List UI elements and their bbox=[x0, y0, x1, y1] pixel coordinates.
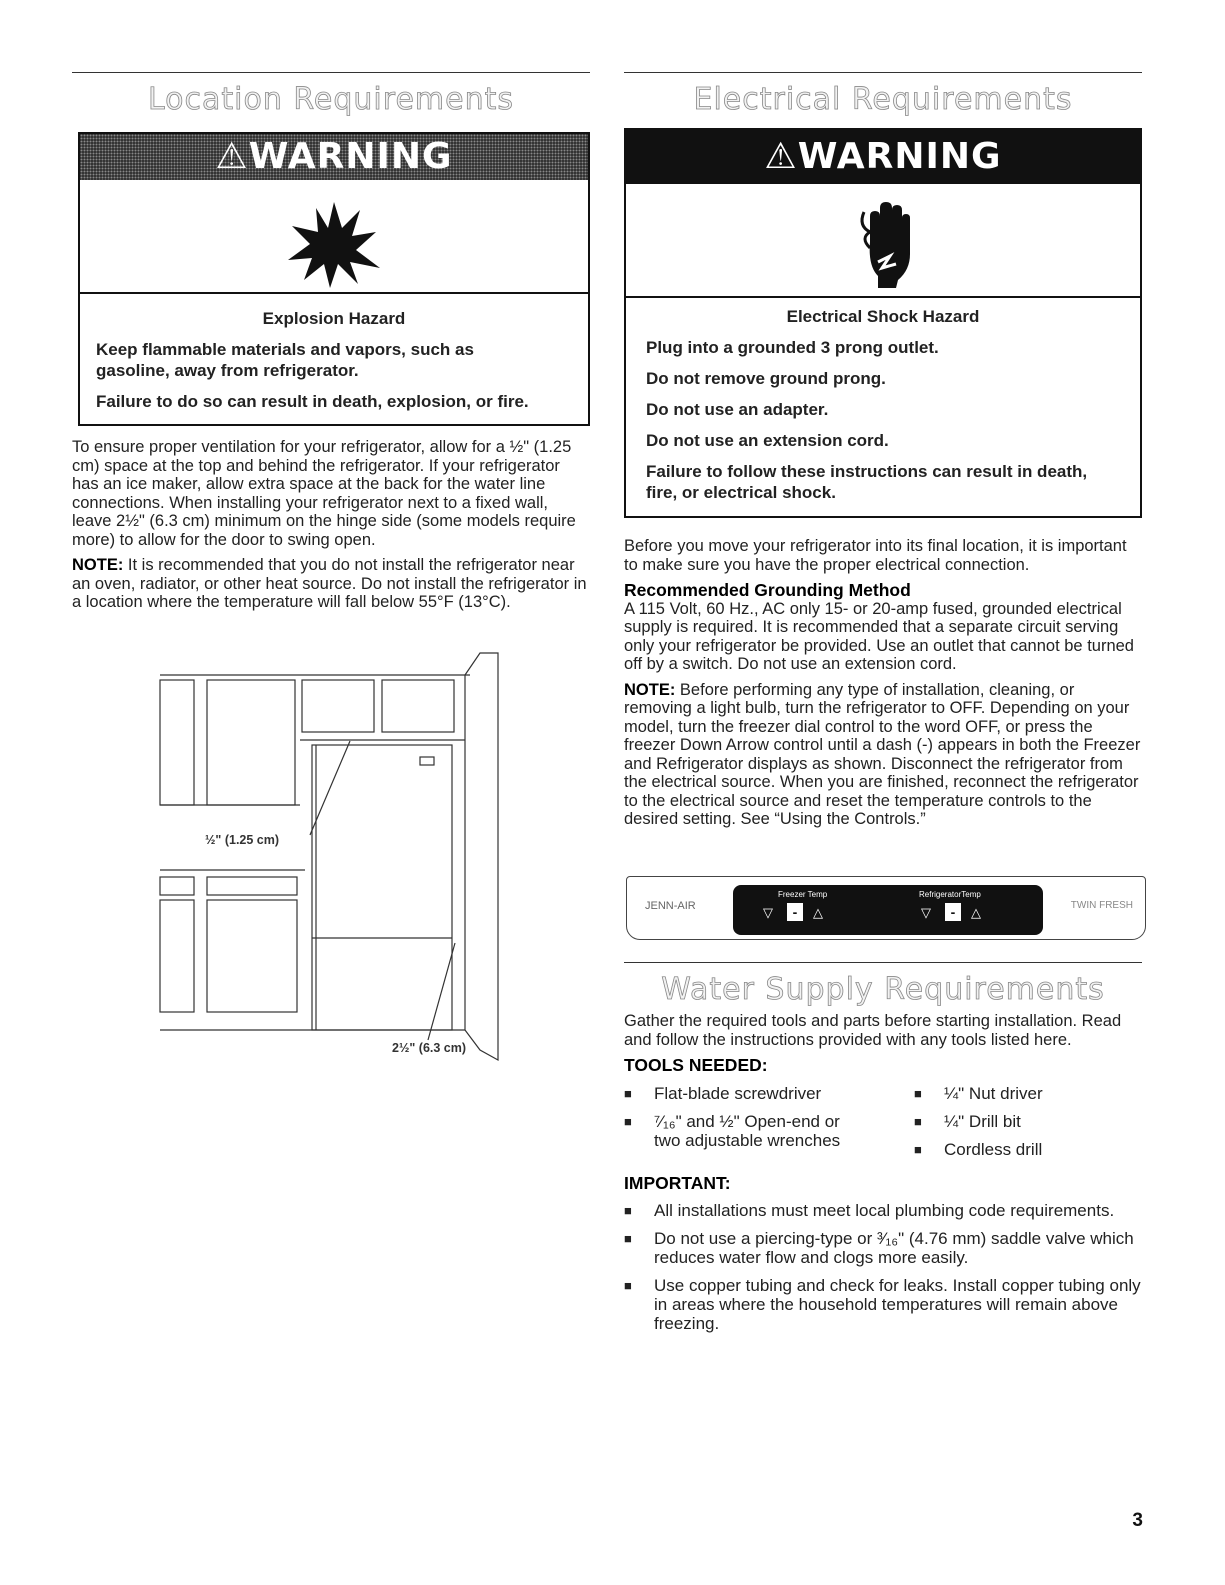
tools-head: TOOLS NEEDED: bbox=[624, 1055, 768, 1075]
tools-left bbox=[624, 1084, 914, 1168]
panel-display bbox=[733, 885, 1043, 935]
clearance-diagram bbox=[150, 645, 510, 1075]
explosion-warning-box bbox=[78, 132, 590, 426]
warning-line: Failure to do so can result in death, explosion, or fire. bbox=[96, 392, 529, 411]
explosion-warning-text bbox=[80, 294, 588, 430]
list-item: ■ Use copper tubing and check for leaks. Install copper tubing only in areas where the household temperatures will remain above freezing. bbox=[624, 1276, 1144, 1333]
page-number: 3 bbox=[1132, 1510, 1143, 1531]
fridge-display: - bbox=[945, 903, 961, 921]
panel-brand: JENN-AIR bbox=[645, 900, 696, 912]
warning-line: Do not remove ground prong. bbox=[646, 369, 886, 388]
panel-brand-right: TWIN FRESH bbox=[1070, 900, 1133, 911]
hazard-title: Explosion Hazard bbox=[262, 309, 406, 328]
freezer-temp-label: Freezer Temp bbox=[778, 890, 828, 899]
note-label: NOTE: bbox=[72, 556, 124, 574]
control-panel bbox=[626, 876, 1146, 940]
water-title: Water Supply Requirements bbox=[661, 972, 1105, 1007]
list-item: ■ All installations must meet local plumbing code requirements. bbox=[624, 1201, 1144, 1220]
warning-header: ⚠WARNING bbox=[80, 134, 588, 180]
tools-right bbox=[914, 1084, 1134, 1168]
shock-warning-box bbox=[624, 128, 1142, 518]
fridge-up-arrow-icon: △ bbox=[971, 905, 981, 920]
note-label: NOTE: bbox=[624, 680, 676, 699]
list-item: ■ Cordless drill bbox=[914, 1140, 1134, 1159]
note-text: It is recommended that you do not install the refrigerator near an oven, radiator, or other heat source. Do not install the refrigerator in a location where the temperature will fall below 55°F (13°C). bbox=[72, 556, 587, 611]
warning-line: Failure to follow these instructions can result in death, fire, or electrical shock. bbox=[646, 462, 1088, 502]
warning-header: ⚠WARNING bbox=[626, 130, 1140, 184]
warning-line: Keep flammable materials and vapors, such as gasoline, away from refrigerator. bbox=[96, 340, 474, 380]
water-rule bbox=[624, 962, 1142, 963]
freezer-display: - bbox=[787, 903, 803, 921]
location-title: Location Requirements bbox=[148, 82, 514, 117]
freezer-down-arrow-icon: ▽ bbox=[763, 905, 773, 920]
warning-line: Do not use an extension cord. bbox=[646, 431, 889, 450]
water-text bbox=[624, 1012, 1144, 1342]
water-para: Gather the required tools and parts before starting installation. Read and follow the instructions provided with any tools listed here. bbox=[624, 1012, 1122, 1049]
note-text: Before performing any type of installation, cleaning, or removing a light bulb, turn the refrigerator to OFF. Depending on your model, turn the freezer dial control to the word OFF, or press the freezer Down Arrow control until a dash (-) appears in both the Freezer and Refrigerator displays as shown. Disconnect the refrigerator from the electrical source. When you are finished, reconnect the refrigerator to the electrical source and reset the temperature controls to the desired setting. See “Using the Controls.” bbox=[624, 680, 1141, 828]
grounding-subhead: Recommended Grounding Method bbox=[624, 580, 911, 600]
warning-line: Do not use an adapter. bbox=[646, 400, 829, 419]
fridge-temp-label: RefrigeratorTemp bbox=[919, 890, 981, 899]
explosion-icon bbox=[80, 180, 588, 294]
electric-shock-hand-icon bbox=[626, 184, 1140, 298]
freezer-up-arrow-icon: △ bbox=[813, 905, 823, 920]
list-item: ■ ⁷⁄₁₆" and ½" Open-end or two adjustable wrenches bbox=[624, 1112, 914, 1150]
electrical-title: Electrical Requirements bbox=[693, 82, 1073, 117]
top-clearance-label: ½" (1.25 cm) bbox=[205, 833, 280, 847]
list-item: ■ ¼" Nut driver bbox=[914, 1084, 1134, 1103]
location-note bbox=[72, 556, 588, 612]
shock-warning-text bbox=[626, 298, 1140, 521]
location-text bbox=[72, 438, 588, 619]
left-top-rule bbox=[72, 72, 590, 73]
side-clearance-label: 2½" (6.3 cm) bbox=[392, 1041, 467, 1055]
list-item: ■ Do not use a piercing-type or ³⁄₁₆" (4.76 mm) saddle valve which reduces water flow and clogs more easily. bbox=[624, 1229, 1144, 1267]
electrical-text bbox=[624, 537, 1144, 836]
list-item: ■ ¼" Drill bit bbox=[914, 1112, 1134, 1131]
tools-list bbox=[624, 1084, 1144, 1168]
warning-line: Plug into a grounded 3 prong outlet. bbox=[646, 338, 939, 357]
hazard-title: Electrical Shock Hazard bbox=[786, 307, 980, 326]
location-para: To ensure proper ventilation for your refrigerator, allow for a ½" (1.25 cm) space at the top and behind the refrigerator. If your refrigerator has an ice maker, allow extra space at the back for the water line connections. When installing your refrigerator next to a fixed wall, leave 2½" (6.3 cm) minimum on the hinge side (some models require more) to allow for the door to swing open. bbox=[72, 438, 576, 549]
grounding-para: A 115 Volt, 60 Hz., AC only 15- or 20-amp fused, grounded electrical supply is required. It is recommended that a separate circuit serving only your refrigerator be provided. Use an outlet that cannot be turned off by a switch. Do not use an extension cord. bbox=[624, 599, 1134, 673]
right-top-rule bbox=[624, 72, 1142, 73]
list-item: ■ Flat-blade screwdriver bbox=[624, 1084, 914, 1103]
important-head: IMPORTANT: bbox=[624, 1172, 731, 1193]
electrical-note bbox=[624, 681, 1144, 829]
electrical-para: Before you move your refrigerator into its final location, it is important to make sure you have the proper electrical connection. bbox=[624, 537, 1127, 574]
fridge-down-arrow-icon: ▽ bbox=[921, 905, 931, 920]
important-list bbox=[624, 1201, 1144, 1333]
